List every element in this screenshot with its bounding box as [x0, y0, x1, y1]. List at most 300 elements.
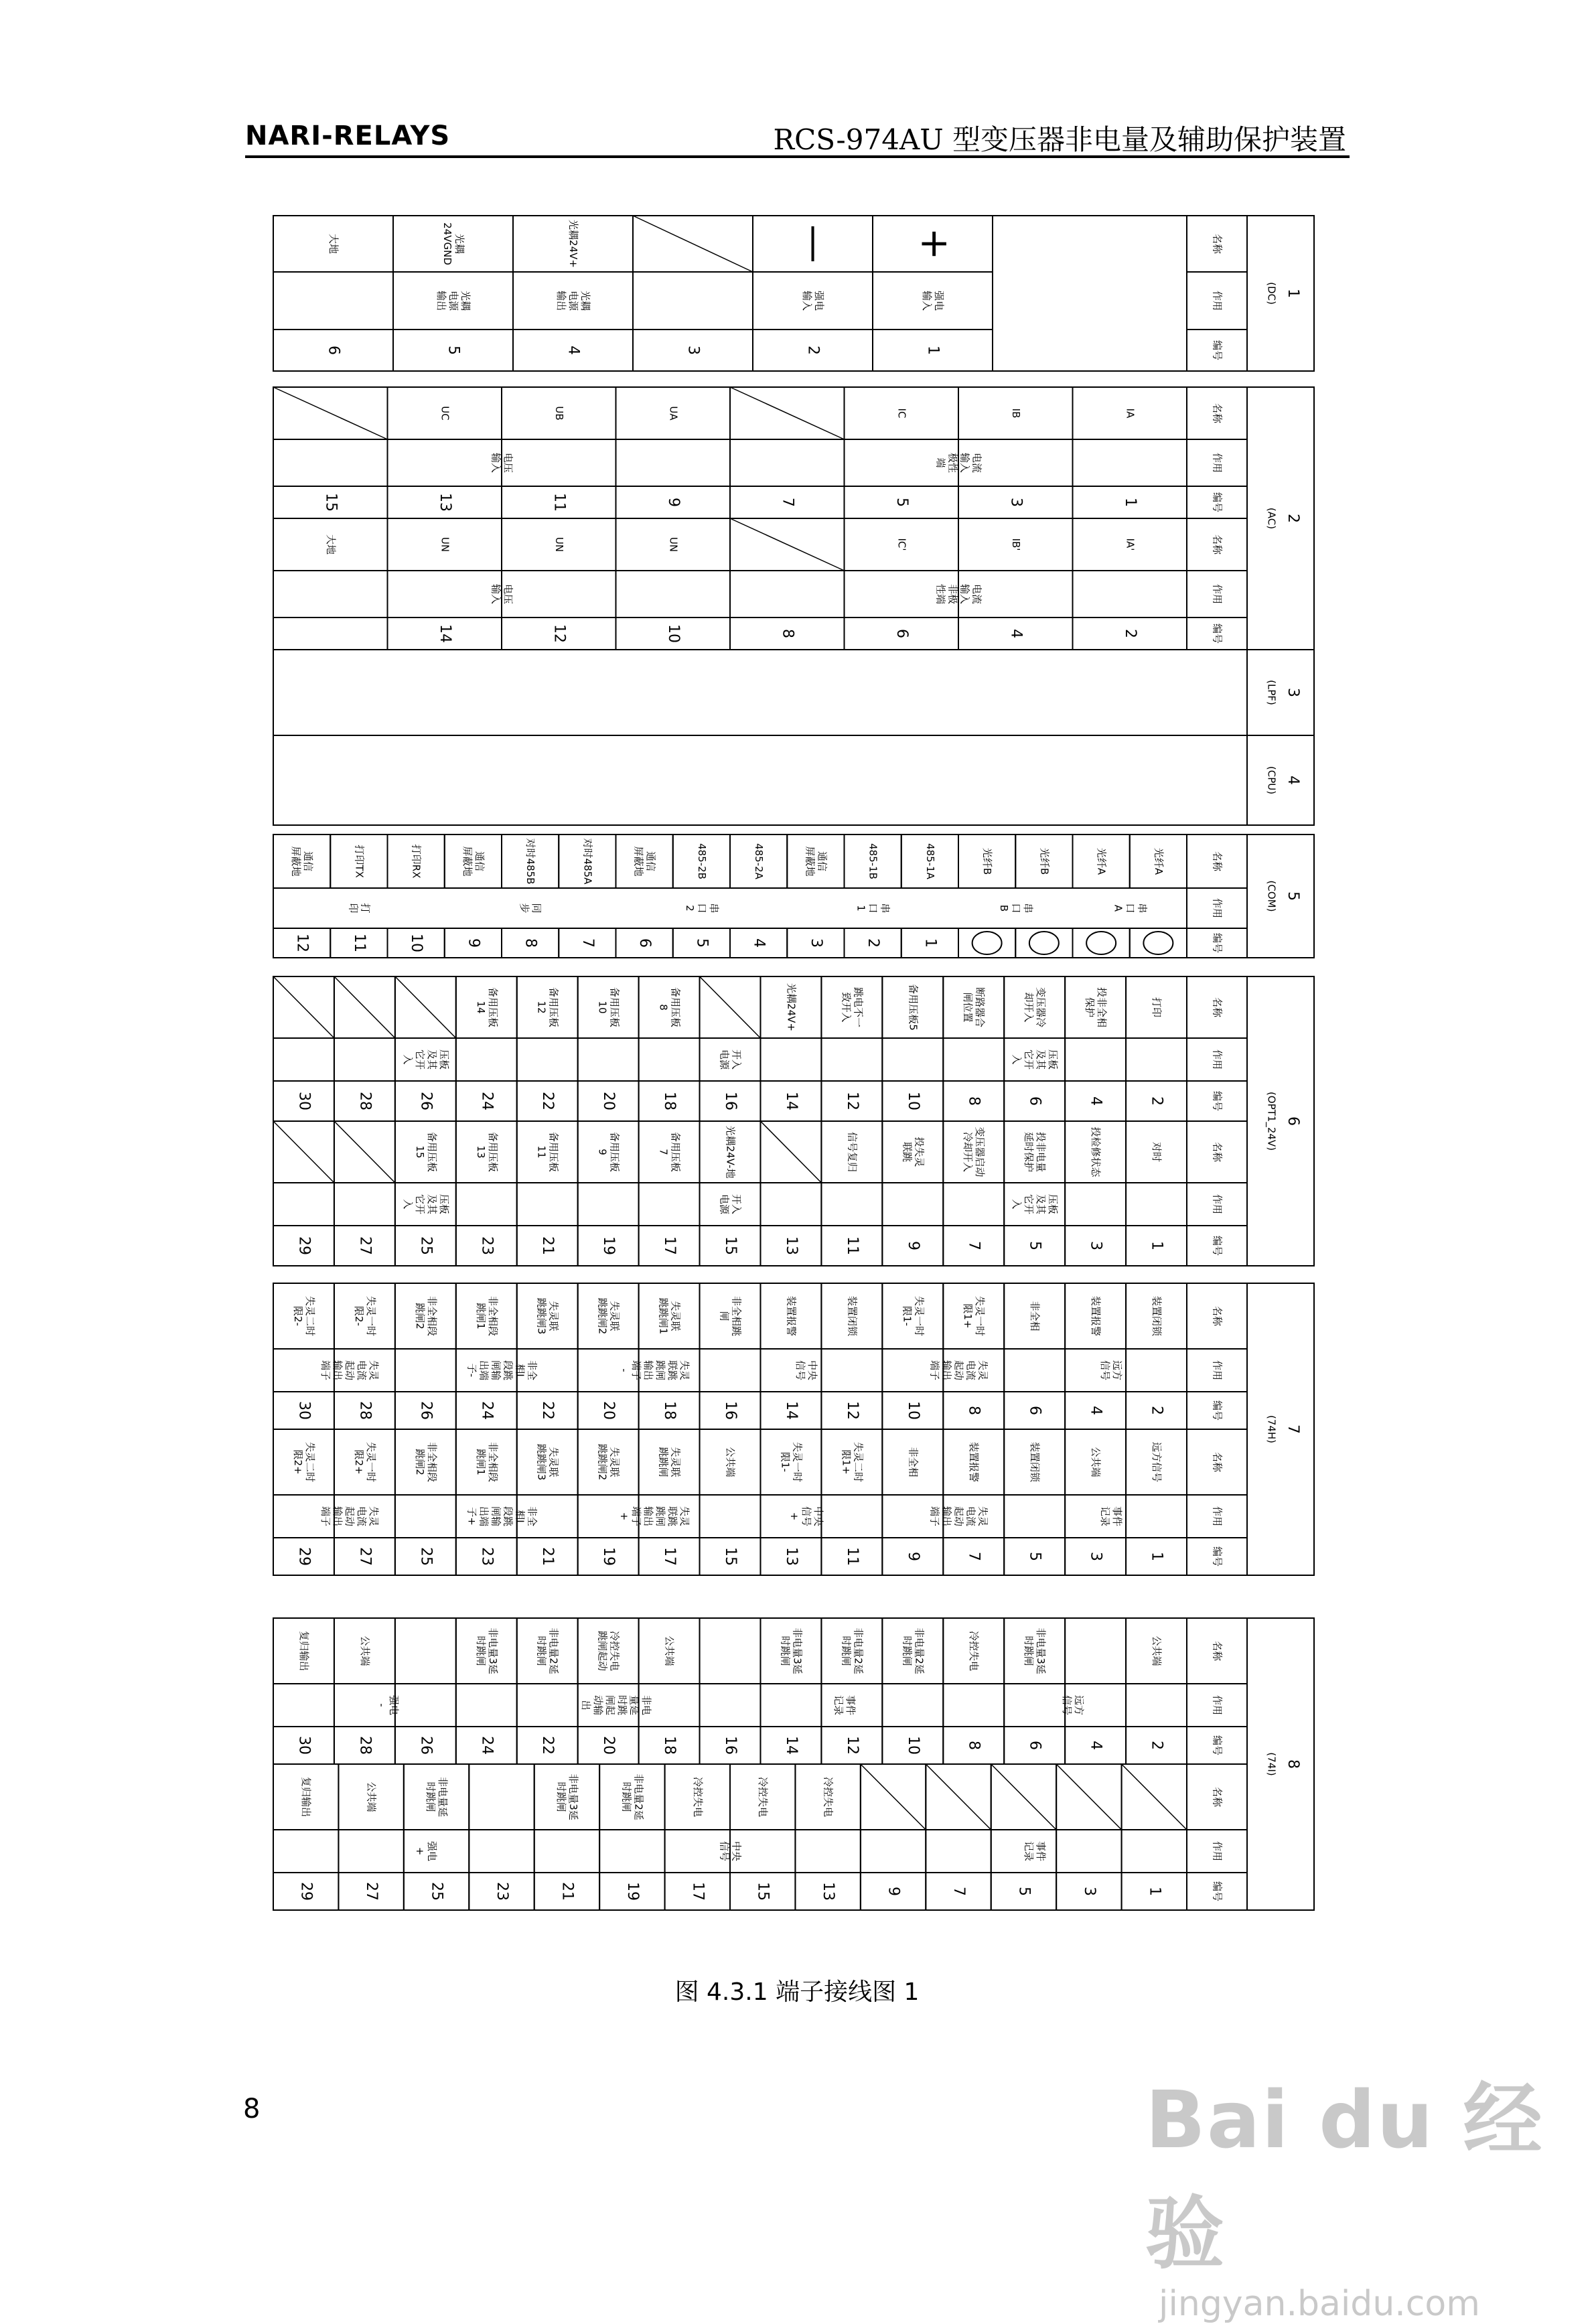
block-6-row1-num-line: 13	[782, 1236, 800, 1255]
block-7-hdr-name	[1212, 1306, 1224, 1327]
block-8-row1-num	[429, 1882, 445, 1901]
block-6-row0-func-merged-line: 它开	[413, 1049, 426, 1070]
block-2-row1-func-cell	[616, 571, 731, 618]
block-6-row1-name-line: 备用压板	[486, 1131, 499, 1173]
block-6-row1-num-line: 9	[904, 1241, 922, 1250]
block-7-row1-num-line: 9	[904, 1552, 922, 1561]
block-8-row1-name	[757, 1777, 769, 1817]
block-8-row0-num-line: 14	[782, 1736, 800, 1755]
block-8-row1-num	[494, 1882, 510, 1901]
block-7-row1-name	[1090, 1447, 1102, 1477]
block-2-row0-num	[779, 498, 796, 507]
block-2-row1-num-line: 14	[436, 624, 453, 643]
block-8-row1-num	[820, 1882, 837, 1901]
block-2-row0-num-line: 3	[1007, 498, 1025, 507]
block-8-row1-func-cell	[926, 1830, 991, 1873]
block-6-row1-func-merged-line: 入	[401, 1199, 414, 1210]
block-7-row1-num	[1088, 1552, 1104, 1561]
block-5-name-line: 485-1A	[924, 843, 936, 879]
block-6-row1-name	[901, 1137, 925, 1167]
block-2-row1-name-line: UN	[439, 536, 451, 553]
block-5-num	[865, 938, 881, 948]
block-5-name	[924, 843, 936, 880]
block-8-row1-num-line: 21	[559, 1882, 576, 1901]
block-1-func-line: 电源	[447, 290, 459, 311]
block-7-row1-name-line: 限2+	[352, 1449, 365, 1475]
block-8-row0-num-line: 28	[356, 1736, 374, 1755]
block-7-row0-name	[719, 1296, 743, 1336]
block-6-row1-num	[722, 1236, 739, 1255]
block-5-name-line: 屏蔽地	[290, 846, 303, 877]
document-title: RCS-974AU 型变压器非电量及辅助保护装置	[773, 123, 1346, 156]
block-7-row0-func-merged-line: 失灵	[368, 1360, 380, 1381]
block-7-row1-num-line: 13	[782, 1547, 800, 1566]
block-7-row0-func-merged-line: -	[618, 1368, 630, 1372]
block-7-row0-func-merged-line: 输出	[332, 1360, 344, 1381]
block-6-row0-name-line: 备用压板	[547, 987, 560, 1028]
block-5-type-line: (COM)	[1265, 880, 1278, 912]
block-7-hdr-num-line: 编号	[1211, 1546, 1224, 1567]
block-7-row1-func-merged-line: 联跳	[666, 1506, 678, 1527]
block-8-row0-name-line: 冷控失电	[968, 1630, 981, 1672]
block-2-label-cell	[1247, 387, 1314, 650]
block-5-func-line: A	[1112, 904, 1125, 912]
block-7-row1-func-cell	[1126, 1495, 1187, 1538]
block-6-row1-name	[1151, 1142, 1163, 1162]
block-7-row0-func-merged-line: 输出	[940, 1360, 953, 1381]
block-1-func	[921, 291, 945, 311]
block-5-func-line: 串	[1136, 903, 1149, 914]
block-6-hdr-num	[1212, 1236, 1224, 1256]
block-2-row0-func-merged	[490, 453, 514, 473]
block-5-num	[693, 938, 710, 948]
block-2-row1-func-cell	[273, 571, 388, 618]
block-7-row1-func-merged	[788, 1506, 824, 1526]
block-6-row0-slash	[273, 976, 334, 1038]
block-6-row0-name-line: 8	[657, 1004, 670, 1011]
block-8-row0-name-line: 公共端	[1151, 1636, 1163, 1666]
block-8-row0-num	[295, 1736, 312, 1755]
block-7-row1-num	[905, 1552, 922, 1561]
block-2-row1-func-merged-line: 性端	[934, 583, 947, 605]
block-6-row0-num	[661, 1092, 678, 1110]
block-7-row1-num-line: 29	[295, 1547, 313, 1566]
block-5-name-line: 对时485B	[524, 838, 537, 885]
block-7-row0-name-line: 失灵一时	[913, 1295, 926, 1337]
block-8-row1-func-merged-line: 记录	[1023, 1840, 1035, 1862]
block-2-row1-func-merged-line: 非极	[946, 583, 959, 605]
block-8-row1-name-line: 时跳闸	[425, 1782, 437, 1812]
block-2-hdr-num	[1212, 492, 1224, 512]
block-7-row1-name-line: 失灵联	[547, 1447, 560, 1477]
block-5-name-line: 对时485A	[581, 838, 594, 885]
block-8-row0-func-merged	[376, 1695, 400, 1715]
block-7-row0-func-merged-line: 出端	[478, 1360, 490, 1381]
block-5-name	[581, 839, 593, 885]
block-8-row1-func-cell	[795, 1830, 860, 1873]
block-6-row1-func-merged-line: 电源	[718, 1193, 731, 1215]
block-5-name-line: 光纤A	[1095, 847, 1108, 875]
block-2-hdr-name-line: 名称	[1211, 534, 1224, 555]
block-7-row1-num-line: 7	[965, 1552, 983, 1561]
block-7-row1-func-merged-line: 非全	[526, 1506, 538, 1527]
block-6-row0-num	[783, 1092, 800, 1110]
block-2-row1-num	[1122, 629, 1139, 638]
block-7-hdr-func-line: 作用	[1211, 1506, 1224, 1527]
block-2-row0-name-line: UB	[553, 406, 565, 421]
block-7-row0-func-merged-line: 起动	[344, 1360, 356, 1381]
block-8-row0-name	[597, 1631, 621, 1671]
block-8-row0-func-merged-line: 闸起	[604, 1694, 616, 1716]
block-7-row0-func-merged	[929, 1360, 989, 1380]
block-2-row0-name-line: IB	[1009, 408, 1022, 419]
block-7-row1-name-line: 限1-	[779, 1452, 792, 1472]
block-2-row0-func-merged-line: 端	[934, 457, 947, 468]
block-8-row0-func-cell	[456, 1684, 517, 1727]
block-7-row1-name-line: 公共端	[1090, 1447, 1102, 1477]
block-2-hdr-func-line: 作用	[1211, 583, 1224, 605]
block-5-name-line: 打印TX	[353, 845, 366, 878]
block-7-row0-name	[962, 1296, 986, 1336]
block-7-row0-num-line: 14	[782, 1401, 800, 1420]
block-1-name-line: +	[912, 227, 958, 261]
block-6-row1-num-line: 23	[478, 1236, 496, 1255]
block-8-row0-name-line: 跳闸起动	[596, 1630, 609, 1672]
block-8-row1-name-line: 公共端	[365, 1782, 378, 1812]
block-6-row0-name	[785, 983, 797, 1031]
block-6-row0-func-merged-line: 它开	[1023, 1049, 1035, 1070]
block-7-row0-name	[597, 1298, 621, 1335]
block-7-row1-num	[844, 1547, 861, 1566]
block-7-row0-func-merged	[1099, 1360, 1123, 1380]
block-7-row1-name-line: 公共端	[724, 1447, 737, 1477]
block-6-row0-func-merged-line: 开入	[730, 1049, 743, 1070]
block-2-row1-num	[437, 624, 453, 643]
block-5-num	[751, 938, 768, 948]
block-2-type	[1266, 508, 1278, 529]
block-8-row0-name-line: 非电量2延	[913, 1627, 926, 1674]
block-7-row0-name	[536, 1298, 560, 1335]
block-2-row0-func-cell	[273, 439, 388, 486]
block-5-hdr-num-line: 编号	[1211, 932, 1224, 954]
block-6-row1-func-merged	[1011, 1194, 1059, 1215]
block-7-row0-num	[1149, 1406, 1165, 1415]
block-8-row0-name-line: 公共端	[663, 1636, 676, 1666]
block-8-row0-num	[905, 1736, 922, 1755]
block-8-hdr-num-line: 编号	[1211, 1881, 1224, 1902]
block-5-number	[1285, 891, 1301, 901]
block-7-row0-func-merged-line: 非全	[526, 1360, 538, 1381]
block-2-row0-name	[1010, 409, 1022, 419]
block-2-row0-num-line: 1	[1121, 498, 1139, 507]
block-8-row1-num-line: 9	[885, 1887, 902, 1896]
block-5-num-line: 6	[636, 938, 654, 948]
block-5-fiber-port-circle	[1029, 932, 1059, 954]
block-6-row1-func-cell	[639, 1183, 700, 1226]
block-1-type-line: (DC)	[1265, 282, 1278, 305]
block-5-func-line: 步	[518, 903, 531, 914]
block-8-row1-name-line: 时跳闸	[620, 1782, 633, 1812]
block-8-row0-num	[356, 1736, 373, 1755]
block-7-row0-name-line: 非全相	[1029, 1301, 1041, 1331]
block-6-row0-func-cell	[760, 1038, 821, 1081]
block-6-row1-func-merged-line: 压板	[437, 1193, 450, 1215]
block-6-row1-num	[1027, 1241, 1043, 1250]
block-7-row1-num	[600, 1547, 617, 1566]
block-2-row1-func-merged	[490, 584, 514, 604]
block-7-row0-func-merged-line: 失灵	[678, 1360, 691, 1381]
block-7-row0-func-merged-line: 远方	[1110, 1360, 1123, 1381]
block-7-row1-func-merged-line: 端子	[319, 1506, 332, 1527]
block-1-func-cell	[273, 272, 393, 330]
block-8-row1-num-line: 29	[297, 1882, 315, 1901]
block-6-row1-num-line: 15	[722, 1236, 739, 1255]
block-8-row0-name-cell	[395, 1618, 456, 1684]
block-6-row1-name	[414, 1132, 438, 1172]
block-6-row1-num-line: 17	[661, 1236, 678, 1255]
block-5-name-line: 屏蔽地	[632, 846, 645, 877]
block-6-row1-name-line: 延时保护	[1023, 1131, 1035, 1173]
block-1-hdr-func-line: 作用	[1211, 290, 1224, 311]
block-8-row1-name-line: 冷控失电	[691, 1776, 704, 1818]
block-5-name-line: 打印RX	[410, 844, 423, 879]
block-5-func-line: 口	[695, 903, 708, 914]
block-7-row0-name	[414, 1296, 438, 1336]
block-6-row0-num	[1027, 1096, 1043, 1106]
block-8-row1-func-cell	[338, 1830, 403, 1873]
block-8-row0-num-line: 6	[1026, 1741, 1043, 1750]
block-2-row0-func-merged-line: 极性	[946, 452, 959, 474]
block-1-func-line: 输出	[435, 290, 447, 311]
block-7-row0-func-merged-line: 起动	[952, 1360, 965, 1381]
block-7-row1-name-line: 跳闸2	[413, 1449, 426, 1475]
block-7-row1-func-merged-line: 起动	[344, 1506, 356, 1527]
block-5-hdr-name-line: 名称	[1211, 851, 1224, 872]
block-1-name-line: —	[792, 224, 839, 263]
block-6-row1-name	[1023, 1132, 1047, 1172]
block-2-hdr-num	[1212, 624, 1224, 644]
block-6-row1-name-line: 冷却开入	[962, 1131, 974, 1173]
block-4-frame	[273, 735, 1314, 825]
block-7-row0-func-merged	[618, 1360, 691, 1380]
block-7-row1-name	[968, 1442, 980, 1482]
block-8-row1-num-line: 13	[820, 1882, 837, 1901]
block-8-row0-num-line: 20	[600, 1736, 618, 1755]
block-6-row1-name-line: 信号复归	[846, 1131, 859, 1173]
block-7-row1-name	[292, 1442, 316, 1482]
block-8-row0-func-cell	[882, 1684, 943, 1727]
block-1-slash	[633, 216, 753, 272]
block-2-hdr-func	[1212, 453, 1224, 473]
block-1-num-line: 2	[804, 346, 822, 355]
block-6-row1-name-line: 备用压板	[669, 1131, 682, 1173]
block-5-num	[408, 934, 425, 952]
block-2-row0-func-merged-line: 输入	[490, 452, 502, 474]
block-7-row0-func-merged-line: 子-	[465, 1363, 478, 1378]
block-8-row0-func-merged-line: 强电	[388, 1694, 400, 1716]
block-2-row0-num-line: 11	[551, 493, 568, 512]
block-2-row0-func-cell	[502, 439, 616, 486]
block-1-name	[792, 224, 838, 263]
block-7-row0-name-line: 跳闸1	[474, 1303, 487, 1329]
block-7-row1-name	[1151, 1442, 1163, 1482]
block-8-row0-num	[844, 1736, 861, 1755]
block-2-row1-num	[1007, 629, 1024, 638]
block-8-row1-num-line: 23	[494, 1882, 510, 1901]
block-6-row0-num	[417, 1092, 434, 1110]
block-6-hdr-func	[1212, 1194, 1224, 1214]
block-7-row0-num	[722, 1401, 739, 1420]
block-1-num-line: 4	[565, 346, 582, 355]
block-6-row1-name-line: 投检修状态	[1090, 1127, 1102, 1177]
block-7-row1-num	[295, 1547, 312, 1566]
block-7-row0-num	[600, 1401, 617, 1420]
block-8-row0-func-merged-line: 信号	[1061, 1694, 1073, 1716]
block-8-row0-name-line: 非电量2延	[852, 1627, 865, 1674]
block-7-row0-func-merged-line: 信号	[1098, 1360, 1111, 1381]
block-7-row0-name-line: 限1+	[962, 1303, 974, 1329]
figure-caption: 图 4.3.1 端子接线图 1	[674, 1978, 920, 2006]
block-1-name	[912, 228, 958, 261]
block-7-row1-name	[475, 1442, 499, 1482]
block-6-number	[1285, 1116, 1301, 1126]
block-5-name	[1038, 848, 1050, 875]
block-2-row1-num-line: 2	[1121, 629, 1139, 638]
block-5-num-line: 12	[293, 934, 311, 952]
block-2-row1-func-cell	[730, 571, 845, 618]
block-6-row1-name-line: 投非电量	[1035, 1131, 1047, 1173]
watermark-main: Bai du 经验	[1145, 2074, 1544, 2280]
block-6-row0-num	[295, 1092, 312, 1110]
block-8-row0-name-line: 时跳闸	[840, 1636, 853, 1666]
block-1-name-line: 光耦24V+	[567, 220, 579, 268]
block-5-num-line: 10	[408, 934, 425, 952]
block-2-row1-num-cell	[273, 618, 388, 650]
block-5-name	[1153, 848, 1165, 875]
block-6-row0-func-merged-line: 及其	[425, 1049, 438, 1070]
block-7-row1-func-cell	[821, 1495, 882, 1538]
block-7-row1-func-cell	[1004, 1495, 1065, 1538]
block-5-func-line: 口	[1009, 903, 1022, 914]
block-1-name	[567, 220, 579, 268]
block-5-hdr-func	[1212, 898, 1224, 918]
block-6-row0-num-line: 18	[661, 1092, 678, 1110]
block-1-number	[1285, 289, 1301, 298]
block-8-row0-name-line: 非电量3延	[1035, 1627, 1047, 1674]
block-7-row0-name-line: 装置报警	[1090, 1295, 1102, 1337]
block-6-row0-name-line: 断路器合	[974, 987, 987, 1028]
block-5-name-line: 通信	[302, 851, 315, 872]
block-1-name-line: 光耦	[453, 233, 465, 255]
block-5-name-line: 485-2B	[695, 843, 708, 879]
block-2-row0-func-cell	[1073, 439, 1187, 486]
block-8-row0-name-line: 时跳闸	[535, 1636, 548, 1666]
block-5-func	[684, 903, 720, 913]
block-5-func-line: 串	[1021, 903, 1034, 914]
block-7-row1-num	[722, 1547, 739, 1566]
block-6-row0-func-cell	[517, 1038, 578, 1081]
block-7-row1-func-merged-line: 出端	[478, 1506, 490, 1527]
block-2-row0-num-line: 9	[664, 498, 682, 507]
block-7-row1-name	[907, 1447, 919, 1477]
block-5-func-line: B	[997, 904, 1010, 912]
block-8-row1-num-line: 5	[1015, 1887, 1033, 1896]
block-6-row0-num-line: 16	[722, 1092, 739, 1110]
block-7-row1-num-line: 3	[1087, 1552, 1104, 1561]
block-5-func-line: 打	[359, 903, 372, 914]
block-4-type-line: (CPU)	[1265, 766, 1278, 795]
block-7-row0-num-line: 24	[478, 1401, 496, 1420]
block-7-row1-name-line: 非全相段	[486, 1441, 499, 1483]
block-6-row1-func-cell	[456, 1183, 517, 1226]
block-6-row1-func-cell	[1065, 1183, 1126, 1226]
block-7-row0-name	[475, 1296, 499, 1336]
block-6-hdr-num-line: 编号	[1211, 1090, 1224, 1112]
block-2-row1-num-line: 6	[893, 629, 910, 638]
block-8-row0-num-line: 10	[904, 1736, 922, 1755]
block-8-row1-func-merged-line: 信号	[718, 1840, 731, 1862]
block-6-row1-num-line: 3	[1087, 1241, 1104, 1250]
block-6-row0-func-merged	[1011, 1049, 1059, 1070]
block-5-name	[1096, 848, 1108, 875]
block-8-row0-num-line: 30	[295, 1736, 313, 1755]
block-8-label-cell	[1247, 1618, 1314, 1910]
block-6-row0-slash	[395, 976, 456, 1038]
block-2-row0-num-line: 5	[893, 498, 910, 507]
block-8-row0-num-line: 26	[417, 1736, 435, 1755]
block-8-row1-slash	[1056, 1764, 1121, 1830]
block-6-hdr-func	[1212, 1049, 1224, 1070]
block-5-name	[461, 846, 486, 876]
block-7-row1-name-line: 装置闭锁	[1029, 1441, 1041, 1483]
block-7-row0-func-merged	[319, 1360, 380, 1380]
block-4-label-cell	[1247, 735, 1314, 825]
block-6-row0-name-line: 保护	[1084, 997, 1096, 1018]
block-2-row1-func-merged-line: 输入	[490, 583, 502, 605]
block-1-name-line: 24VGND	[441, 222, 453, 265]
block-1-num-line: 1	[924, 346, 942, 355]
block-8-row0-name	[1023, 1627, 1047, 1674]
block-8-row0-num	[478, 1736, 495, 1755]
block-2-row0-name	[895, 409, 908, 419]
block-8-row1-func-cell	[534, 1830, 599, 1873]
block-1-func	[801, 291, 825, 311]
block-6-row0-func-cell	[578, 1038, 639, 1081]
block-8-row0-num-line: 4	[1087, 1741, 1104, 1750]
block-8-row0-name	[664, 1636, 676, 1666]
block-7-row1-name-line: 跳跳闸	[657, 1447, 670, 1477]
block-8-row1-num-line: 7	[950, 1887, 967, 1896]
watermark	[1145, 2056, 1594, 2324]
block-1-func-line: 强电	[933, 290, 945, 311]
block-7-row1-func-merged-line: 输出	[642, 1506, 654, 1527]
block-5-name-line: 通信	[816, 851, 828, 872]
block-7-type	[1266, 1415, 1278, 1443]
block-6-row1-name	[962, 1127, 986, 1177]
block-6-row1-name-line: 11	[535, 1145, 548, 1159]
block-7-row0-name-line: 闸	[718, 1311, 731, 1321]
block-6-hdr-func-line: 作用	[1211, 1049, 1224, 1070]
block-6-row1-func-cell	[334, 1183, 395, 1226]
block-7-row0-name-line: 跳跳闸1	[657, 1297, 670, 1335]
block-7-row1-func-merged-line: 中央	[812, 1506, 825, 1527]
block-6-row1-name-line: 9	[596, 1149, 609, 1155]
block-8-hdr-num-line: 编号	[1211, 1735, 1224, 1756]
block-6-row0-func-merged	[402, 1049, 450, 1070]
block-2-row0-num	[665, 498, 682, 507]
block-2-row1-name	[667, 537, 679, 552]
block-7-row1-num	[783, 1547, 800, 1566]
